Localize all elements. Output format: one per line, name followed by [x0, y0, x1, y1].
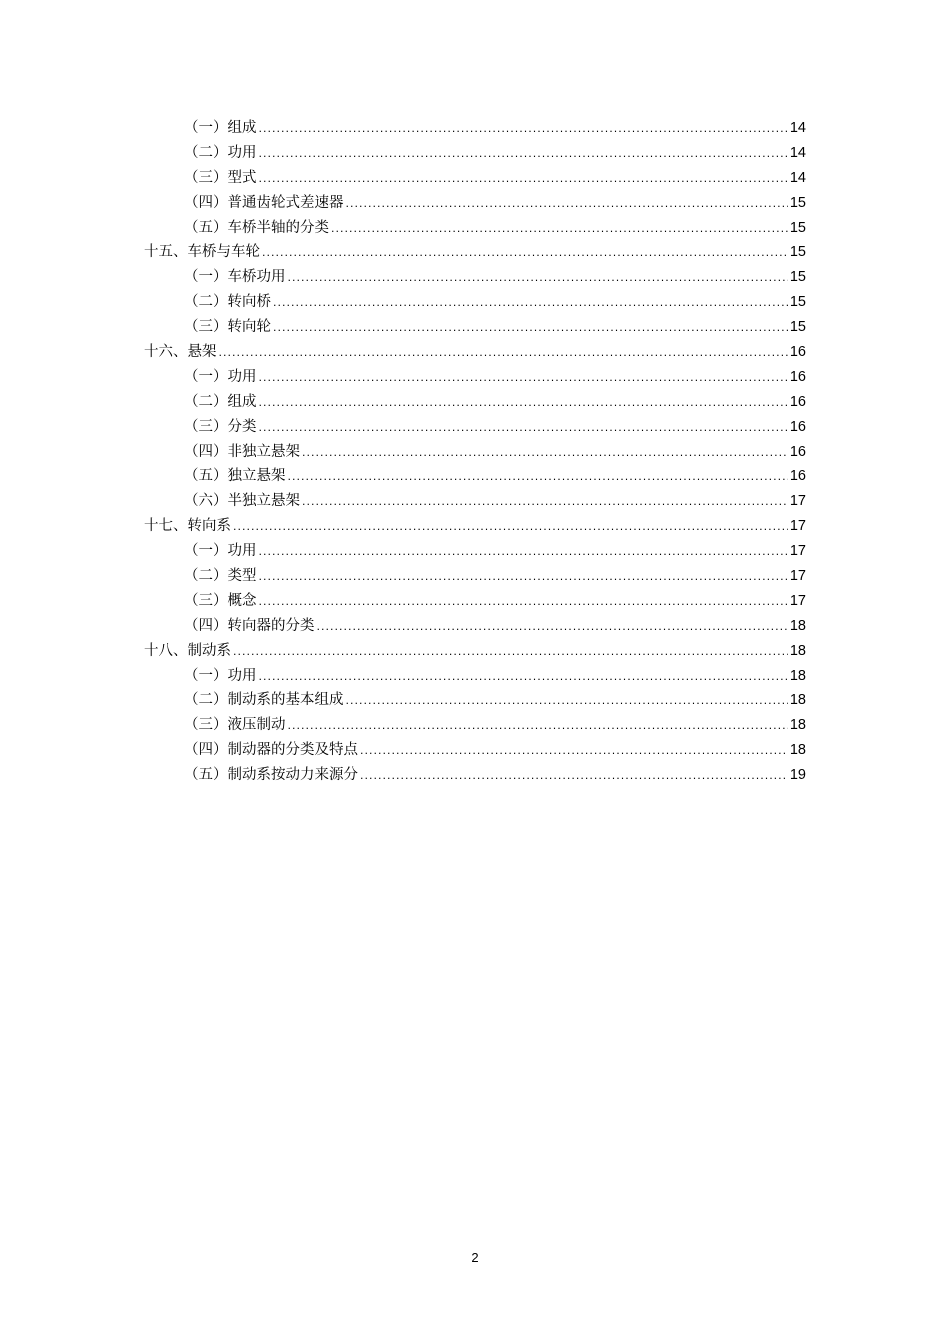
toc-section-entry[interactable]: [144, 688, 806, 713]
toc-section-entry[interactable]: [144, 763, 806, 788]
toc-section-entry[interactable]: [144, 290, 806, 315]
toc-section-entry[interactable]: [144, 713, 806, 738]
toc-entry-title: （五）制动系按动力来源分: [184, 767, 358, 784]
toc-entry-page: 18: [789, 717, 806, 734]
toc-entry-page: 14: [789, 144, 806, 161]
toc-entry-page: 14: [789, 169, 806, 186]
toc-section-entry[interactable]: [144, 415, 806, 440]
toc-dot-leader: [317, 615, 788, 640]
toc-dot-leader: [259, 142, 788, 167]
toc-entry-page: 15: [789, 319, 806, 336]
toc-entry-page: 17: [789, 518, 806, 535]
toc-entry-title: （二）转向桥: [184, 294, 271, 311]
toc-entry-page: 18: [789, 642, 806, 659]
toc-dot-leader: [360, 739, 788, 764]
toc-dot-leader: [302, 441, 788, 466]
toc-entry-page: 19: [789, 767, 806, 784]
toc-entry-title: （二）功用: [184, 144, 257, 161]
toc-entry-title: （四）转向器的分类: [184, 617, 315, 634]
toc-dot-leader: [346, 689, 788, 714]
toc-chapter-entry[interactable]: [144, 639, 806, 664]
toc-entry-page: 18: [789, 667, 806, 684]
toc-section-entry[interactable]: [144, 440, 806, 465]
toc-dot-leader: [288, 714, 788, 739]
toc-section-entry[interactable]: [144, 464, 806, 489]
toc-section-entry[interactable]: [144, 539, 806, 564]
toc-section-entry[interactable]: [144, 216, 806, 241]
toc-chapter-entry[interactable]: [144, 340, 806, 365]
toc-entry-title: （三）液压制动: [184, 717, 286, 734]
toc-section-entry[interactable]: [144, 664, 806, 689]
toc-entry-title: （三）分类: [184, 418, 257, 435]
toc-dot-leader: [360, 764, 788, 789]
toc-entry-title: （一）车桥功用: [184, 269, 286, 286]
toc-dot-leader: [288, 465, 788, 490]
toc-dot-leader: [259, 366, 788, 391]
toc-entry-page: 17: [789, 543, 806, 560]
toc-entry-title: 十七、转向系: [144, 518, 231, 535]
toc-dot-leader: [259, 665, 788, 690]
toc-entry-page: 16: [789, 393, 806, 410]
toc-entry-title: （三）转向轮: [184, 319, 271, 336]
toc-entry-title: （五）车桥半轴的分类: [184, 219, 329, 236]
toc-entry-page: 15: [789, 244, 806, 261]
toc-dot-leader: [259, 167, 788, 192]
toc-dot-leader: [259, 540, 788, 565]
toc-entry-page: 16: [789, 418, 806, 435]
toc-entry-page: 16: [789, 368, 806, 385]
toc-entry-title: （一）功用: [184, 543, 257, 560]
toc-dot-leader: [262, 241, 788, 266]
toc-section-entry[interactable]: [144, 365, 806, 390]
toc-entry-page: 15: [789, 269, 806, 286]
toc-section-entry[interactable]: [144, 315, 806, 340]
toc-entry-page: 17: [789, 568, 806, 585]
toc-entry-page: 18: [789, 692, 806, 709]
toc-entry-page: 17: [789, 493, 806, 510]
table-of-contents: [144, 116, 806, 788]
toc-dot-leader: [273, 316, 788, 341]
toc-entry-title: （三）概念: [184, 592, 257, 609]
toc-dot-leader: [259, 391, 788, 416]
toc-dot-leader: [346, 192, 788, 217]
toc-entry-title: （一）功用: [184, 667, 257, 684]
toc-entry-title: （四）普通齿轮式差速器: [184, 194, 344, 211]
toc-entry-page: 15: [789, 194, 806, 211]
toc-entry-page: 14: [789, 120, 806, 136]
toc-entry-title: （三）型式: [184, 169, 257, 186]
toc-entry-page: 17: [789, 592, 806, 609]
toc-dot-leader: [259, 590, 788, 615]
toc-section-entry[interactable]: [144, 265, 806, 290]
toc-entry-title: （一）组成: [184, 120, 257, 136]
toc-dot-leader: [233, 515, 788, 540]
toc-section-entry[interactable]: [144, 116, 806, 141]
toc-section-entry[interactable]: [144, 738, 806, 763]
toc-dot-leader: [259, 565, 788, 590]
toc-entry-page: 16: [789, 443, 806, 460]
toc-dot-leader: [233, 640, 788, 665]
toc-entry-title: （四）非独立悬架: [184, 443, 300, 460]
toc-entry-title: 十五、车桥与车轮: [144, 244, 260, 261]
toc-entry-title: 十八、制动系: [144, 642, 231, 659]
toc-entry-title: （二）制动系的基本组成: [184, 692, 344, 709]
toc-section-entry[interactable]: [144, 564, 806, 589]
toc-dot-leader: [259, 416, 788, 441]
toc-section-entry[interactable]: [144, 614, 806, 639]
toc-entry-page: 15: [789, 219, 806, 236]
toc-section-entry[interactable]: [144, 191, 806, 216]
toc-entry-title: （一）功用: [184, 368, 257, 385]
toc-section-entry[interactable]: [144, 589, 806, 614]
toc-entry-title: 十六、悬架: [144, 344, 217, 361]
toc-entry-title: （四）制动器的分类及特点: [184, 742, 358, 759]
toc-entry-page: 15: [789, 294, 806, 311]
toc-entry-page: 16: [789, 468, 806, 485]
toc-section-entry[interactable]: [144, 390, 806, 415]
toc-section-entry[interactable]: [144, 166, 806, 191]
toc-dot-leader: [288, 266, 788, 291]
toc-chapter-entry[interactable]: [144, 514, 806, 539]
toc-entry-title: （六）半独立悬架: [184, 493, 300, 510]
toc-entry-title: （二）类型: [184, 568, 257, 585]
toc-dot-leader: [331, 217, 788, 242]
toc-entry-title: （二）组成: [184, 393, 257, 410]
toc-section-entry[interactable]: [144, 489, 806, 514]
toc-entry-title: （五）独立悬架: [184, 468, 286, 485]
toc-dot-leader: [273, 291, 788, 316]
page-number: 2: [471, 1250, 479, 1265]
toc-dot-leader: [259, 117, 788, 142]
toc-entry-page: 18: [789, 617, 806, 634]
toc-dot-leader: [302, 490, 788, 515]
toc-chapter-entry[interactable]: [144, 240, 806, 265]
toc-entry-page: 18: [789, 742, 806, 759]
toc-section-entry[interactable]: [144, 141, 806, 166]
toc-dot-leader: [219, 341, 788, 366]
toc-entry-page: 16: [789, 344, 806, 361]
